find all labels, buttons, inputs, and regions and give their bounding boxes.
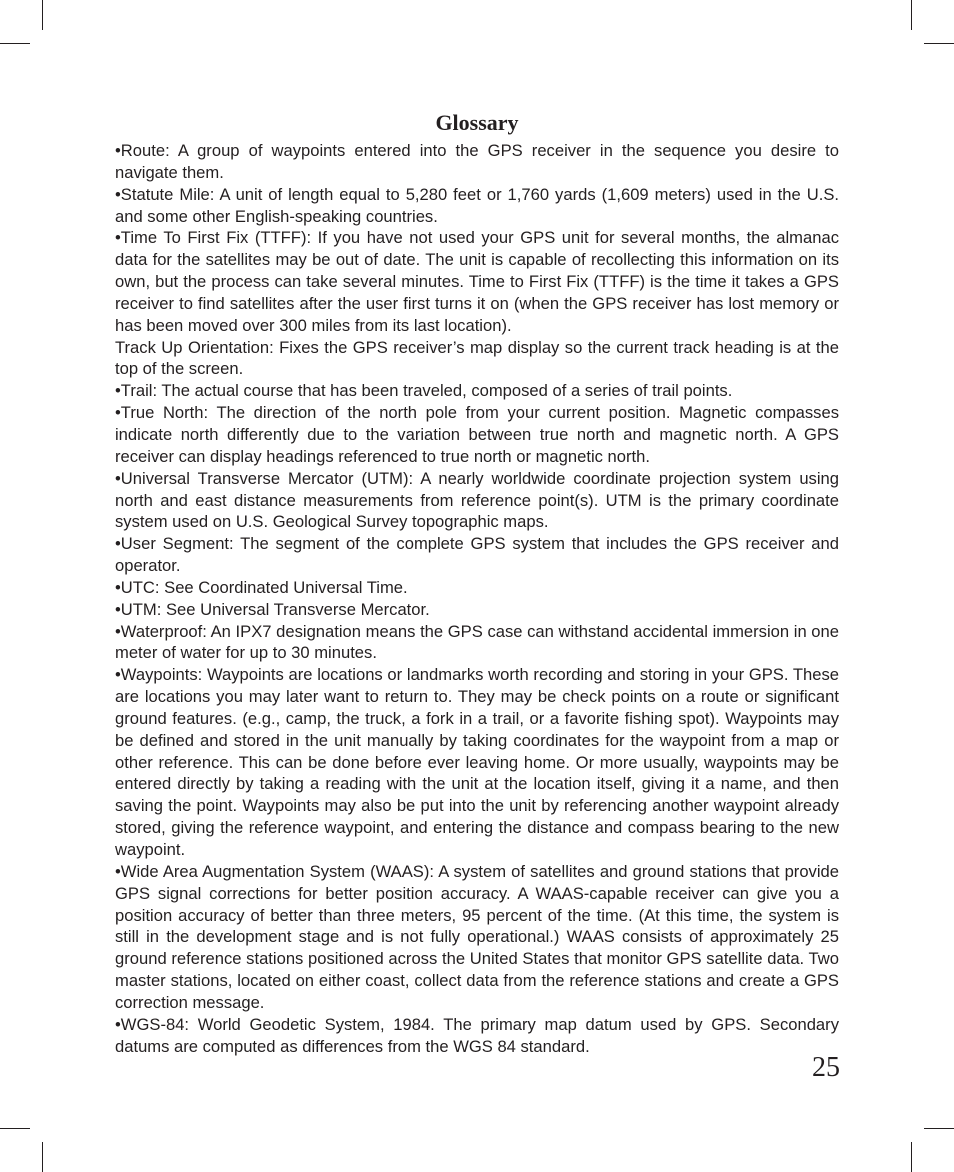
glossary-entry-utc: •UTC: See Coordinated Universal Time. bbox=[115, 577, 408, 597]
crop-mark-top-right-vertical bbox=[911, 0, 912, 30]
page-title: Glossary bbox=[435, 110, 519, 135]
glossary-entry-statute-mile: •Statute Mile: A unit of length equal to 5,280 feet or 1,760 yards (1,609 meters) used in the U.S. and some other English-speaking countries. bbox=[115, 184, 839, 226]
page-number: 25 bbox=[812, 1052, 840, 1083]
crop-mark-top-left-vertical bbox=[42, 0, 43, 30]
glossary-entry-utm: •UTM: See Universal Transverse Mercator. bbox=[115, 599, 430, 619]
glossary-entries bbox=[115, 140, 839, 1057]
glossary-entry-waypoints: •Waypoints: Waypoints are locations or landmarks worth recording and storing in your GPS. These are locations you may later want to return to. They may be check points on a route or significant ground features. (e.g., camp, the truck, a fork in a trail, or a favorite fishing spot). Waypoints may be defined and stored in the unit manually by taking coordinates for the waypoint from a map or other reference. This can be done before ever leaving home. Or more usually, waypoints may be entered directly by taking a reading with the unit at the location itself, giving it a name, and then saving the point. Waypoints may also be put into the unit by referencing another waypoint already stored, giving the reference waypoint, and entering the distance and compass bearing to the new waypoint. bbox=[115, 665, 839, 859]
glossary-entry-wgs-84: •WGS-84: World Geodetic System, 1984. The primary map datum used by GPS. Secondary datums are computed as differences from the WGS 84 standard. bbox=[115, 1014, 839, 1056]
crop-mark-bottom-left-vertical bbox=[42, 1142, 43, 1172]
glossary-entry-user-segment: •User Segment: The segment of the complete GPS system that includes the GPS receiver and operator. bbox=[115, 534, 839, 576]
glossary-entry-time-to-first-fix: •Time To First Fix (TTFF): If you have not used your GPS unit for several months, the almanac data for the satellites may be out of date. The unit is capable of recollecting this information on its own, but the process can take several minutes. Time to First Fix (TTFF) is the time it takes a GPS receiver to find satellites after the user first turns it on (when the GPS receiver has lost memory or has been moved over 300 miles from its last location). bbox=[115, 228, 839, 335]
crop-mark-bottom-left-horizontal bbox=[0, 1128, 30, 1129]
glossary-entry-true-north: •True North: The direction of the north pole from your current position. Magnetic compasses indicate north differently due to the variation between true north and magnetic north. A GPS receiver can display headings referenced to true north or magnetic north. bbox=[115, 403, 839, 466]
crop-mark-bottom-right-horizontal bbox=[924, 1128, 954, 1129]
crop-mark-bottom-right-vertical bbox=[911, 1142, 912, 1172]
glossary-entry-utm-definition: •Universal Transverse Mercator (UTM): A nearly worldwide coordinate projection system using north and east distance measurements from reference point(s). UTM is the primary coordinate system used on U.S. Geological Survey topographic maps. bbox=[115, 468, 839, 532]
glossary-entry-waterproof: •Waterproof: An IPX7 designation means the GPS case can withstand accidental immersion in one meter of water for up to 30 minutes. bbox=[115, 621, 839, 663]
glossary-entry-route: •Route: A group of waypoints entered into the GPS receiver in the sequence you desire to navigate them. bbox=[115, 141, 839, 182]
glossary-entry-track-up-orientation: Track Up Orientation: Fixes the GPS receiver’s map display so the current track heading is at the top of the screen. bbox=[115, 337, 839, 379]
glossary-entry-trail: •Trail: The actual course that has been traveled, composed of a series of trail points. bbox=[115, 381, 733, 401]
crop-mark-top-right-horizontal bbox=[924, 43, 954, 44]
glossary-entry-waas: •Wide Area Augmentation System (WAAS): A system of satellites and ground stations that provide GPS signal corrections for better position accuracy. A WAAS-capable receiver can give you a position accuracy of better than three meters, 95 percent of the time. (At this time, the system is still in the development stage and is not fully operational.) WAAS consists of approximately 25 ground reference stations positioned across the United States that monitor GPS satellite data. Two master stations, located on either coast, collect data from the reference stations and create a GPS correction message. bbox=[115, 861, 839, 1012]
crop-mark-top-left-horizontal bbox=[0, 43, 30, 44]
